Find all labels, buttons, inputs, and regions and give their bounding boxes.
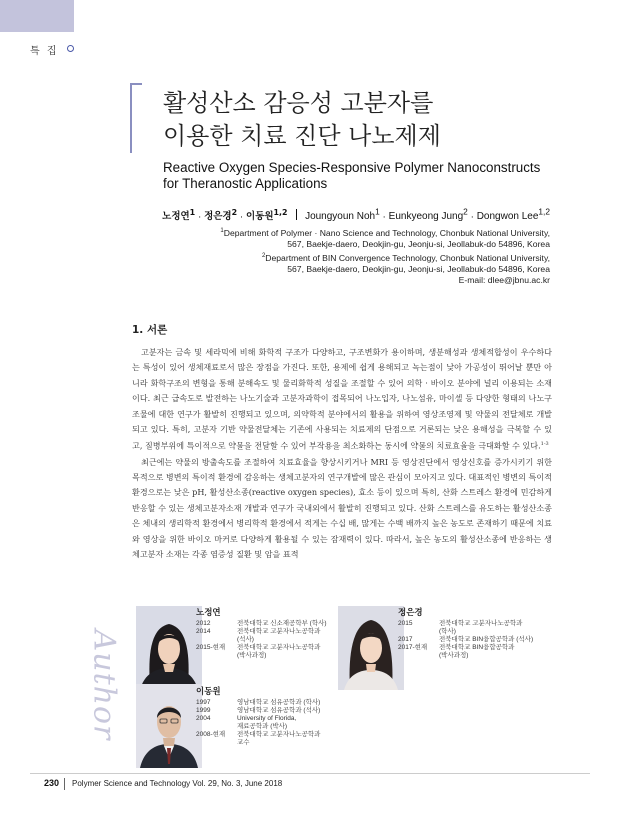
author-en-1: Joungyoun Noh$^1$ <box>305 207 380 223</box>
section-tag: 특 집 <box>30 46 59 57</box>
affiliations <box>220 226 550 287</box>
author-photo-lee <box>136 684 202 768</box>
bio-entry: 1997 영남대학교 섬유공학과 (학사) <box>196 699 321 706</box>
corner-accent-block <box>0 0 74 32</box>
email: E-mail: dlee@jbnu.ac.kr <box>458 275 550 286</box>
bio-entry: 2017 전북대학교 BIN융합공학과 (석사) <box>398 636 534 644</box>
author-photo-noh <box>136 606 202 690</box>
affiliation-1-line-2: 567, Baekje-daero, Deokjin-gu, Jeonju-si, Jeollabuk-do 54896, Korea <box>287 239 550 250</box>
korean-title-line-2: 이용한 치료 진단 나노제제 <box>163 122 441 150</box>
bio-entry: 2012 전북대학교 신소재공학부 (학사) <box>196 620 327 627</box>
bio-entry: 2014 전북대학교 고분자나노공학과 (석사) <box>196 628 321 644</box>
author-bio-noh <box>196 620 327 660</box>
title-bracket <box>130 83 142 153</box>
author-names: 노정연$^1$ · 정은경$^2$ · 이동원$^{1,2}$ Joungyoun Noh$^1$ · Eunkyeong Jung$^2$ · Dongwon Lee$^{1,2}$ <box>162 207 550 223</box>
bio-entry: 2017-현재 전북대학교 BIN융합공학과 (박사과정) <box>398 644 515 660</box>
author-bio-name-lee: 이동원 <box>196 687 221 697</box>
paragraph-1: 고분자는 금속 및 세라믹에 비해 화학적 구조가 다양하고, 구조변화가 용이하며, 생분해성과 생체적합성이 우수하다는 특성이 있어 생체재료로서 많은 장점을 가진다. 또한, 용제에 쉽게 용해되고 녹는점이 낮아 가공성이 뛰어날 뿐만 아니라 화학구조의 변형을 통해 분해속도 및 물리화학적 성질을 조절할 수 있어 의학 · 바이오 분야에 널리 이용되는 소재이다. 최근 급속도로 발전하는 나노기술과 고분자과학이 접목되어 나노입자, 나노섬유, 마이셀 등 다양한 형태의 나노구조물에 대한 연구가 활발히 진행되고 있으며, 의약학적 분야에서의 활용을 위하여 영상조영제 및 약물의 전달체로 개발되고 있다. 특히, 고분자 기반 약물전달체는 기존에 사용되는 치료제의 단점으로 거론되는 낮은 용해성을 극복할 수 있고, 질병부위에 특이적으로 약물을 전달할 수 있어 부작용을 최소화하는 동시에 약물의 치료효율을 극대화할 수 있다.$^{1-3}$ <box>132 347 552 452</box>
section-dot-icon <box>67 45 74 52</box>
korean-title <box>163 87 441 153</box>
bio-entry: 2015-현재 전북대학교 고분자나노공학과 (박사과정) <box>196 644 321 660</box>
author-ko-3: 이동원$^{1,2}$ <box>246 208 288 223</box>
page-number: 230 <box>44 778 60 788</box>
english-title-line-1: Reactive Oxygen Species-Responsive Polymer Nanoconstructs <box>163 160 541 175</box>
author-photo-jung <box>338 606 404 690</box>
author-bio-lee <box>196 699 320 748</box>
author-bio-name-jung: 정은경 <box>398 608 423 618</box>
bio-entry: 2015 전북대학교 고분자나노공학과 (학사) <box>398 620 523 636</box>
paragraph-2: 최근에는 약물의 방출속도를 조절하여 치료효율을 향상시키거나 MRI 등 영상진단에서 영상신호를 증가시키기 위한 목적으로 병변의 특이적 환경에 감응하는 생체고분자의 연구개발에 많은 관심이 모아지고 있다. 대표적인 병변의 특이적 환경으로는 낮은 pH, 활성산소종(reactive oxygen species), 효소 등이 있으며 특히, 산화 스트레스 환경에 민감하게 반응할 수 있는 생체고분자소재 개발과 연구가 국내외에서 활발히 진행되고 있다. 산화 스트레스를 유도하는 활성산소종은 체내의 생리학적 환경에서 병리학적 환경에서 적게는 수십 배, 많게는 수백 배까지 높은 농도로 존재하기 때문에 치료와 영상을 위한 바이오 마커로 다양하게 활용될 수 있는 잠재력이 있다. 따라서, 높은 농도의 활성산소종에 반응하는 생체고분자 소재는 각종 염증성 질환 및 암을 표적 <box>132 456 552 559</box>
author-ko-1: 노정연$^1$ <box>162 208 196 223</box>
section-heading: 1. 서론 <box>132 324 168 336</box>
author-bio-jung <box>398 620 533 660</box>
bio-entry: 2008-현재 전북대학교 고분자나노공학과 교수 <box>196 731 321 747</box>
bio-entry: 1999 영남대학교 섬유공학과 (석사) <box>196 707 321 715</box>
footer-divider <box>64 778 65 790</box>
english-title <box>163 160 540 192</box>
affiliation-2-line-1: $^2$Department of BIN Convergence Technology, Chonbuk National University, <box>261 252 550 263</box>
affiliation-1-line-1: $^1$Department of Polymer · Nano Science and Technology, Chonbuk National University, <box>220 227 550 238</box>
footer-rule <box>30 773 590 774</box>
author-separator <box>296 209 298 220</box>
author-sidebar-label: Author <box>86 629 122 741</box>
affiliation-2-line-2: 567, Baekje-daero, Deokjin-gu, Jeonju-si, Jeollabuk-do 54896, Korea <box>287 263 550 274</box>
korean-title-line-1: 활성산소 감응성 고분자를 <box>163 89 434 117</box>
body-text <box>132 345 552 562</box>
bio-entry: 2004 University of Florida, 재료공학과 (박사) <box>196 715 297 731</box>
journal-reference: Polymer Science and Technology Vol. 29, No. 3, June 2018 <box>72 779 283 788</box>
author-bio-name-noh: 노정연 <box>196 608 221 618</box>
english-title-line-2: for Theranostic Applications <box>163 176 328 191</box>
author-en-2: Eunkyeong Jung$^2$ <box>388 207 468 223</box>
author-en-3: Dongwon Lee$^{1,2}$ <box>476 207 550 223</box>
author-ko-2: 정은경$^2$ <box>204 208 238 223</box>
